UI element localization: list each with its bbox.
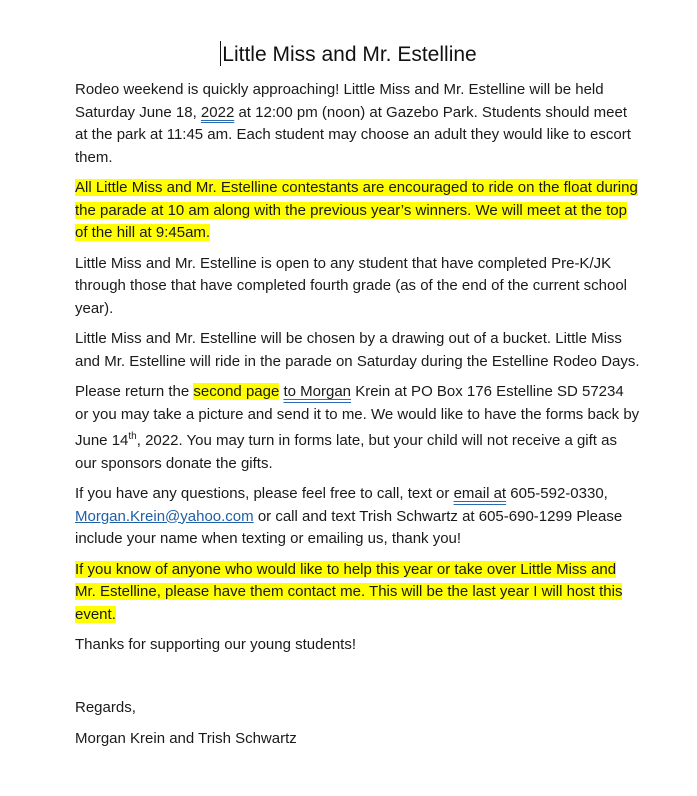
p5-text-d: , 2022. You may turn in forms late, but your child will not receive a gift as our sponsors donate the gifts.: [75, 432, 617, 472]
paragraph-contact: [75, 483, 640, 551]
email-link[interactable]: Morgan.Krein@yahoo.com: [75, 507, 254, 525]
p5-text-a: Please return the: [75, 383, 194, 400]
document-body: [75, 79, 640, 759]
p5-highlight: second page: [193, 383, 280, 400]
p5-sup: th: [128, 431, 137, 442]
document-title: [0, 40, 697, 70]
p1-text-b: at 12:00 pm (noon) at Gazebo Park. Students should meet at the park at 11:45 am. Each student may choose an adult they would like to escort them.: [75, 103, 631, 166]
p7-highlighted-text: If you know of anyone who would like to help this year or take over Little Miss and Mr. Estelline, please have them contact me. This will be the last year I will host this event.: [75, 560, 623, 623]
p2-highlighted-text: All Little Miss and Mr. Estelline contestants are encouraged to ride on the float during the parade at 10 am along with the previous year’s winners. We will meet at the top of the hill at 9:45am.: [75, 179, 638, 241]
paragraph-event-details: [75, 79, 640, 169]
p6-text-c: or call and text Trish Schwartz at 605-690-1299 Please include your name when texting or emailing us, thank you!: [75, 507, 623, 547]
p6-email-at: email at: [453, 485, 507, 502]
paragraph-return-forms: [75, 381, 640, 475]
title-text: Little Miss and Mr. Estelline: [222, 43, 477, 66]
p5-to-morgan: to Morgan: [283, 383, 352, 400]
closing: Regards,: [75, 698, 136, 716]
blank-line: [75, 665, 640, 697]
paragraph-thanks: Thanks for supporting our young students!: [75, 636, 357, 653]
paragraph-float: [75, 177, 640, 245]
p6-text-b: 605-592-0330,: [506, 485, 608, 502]
paragraph-eligibility: Little Miss and Mr. Estelline is open to any student that have completed Pre-K/JK through those that have completed fourth grade (as of the end of the current school year).: [75, 254, 628, 317]
paragraph-help: [75, 559, 640, 627]
p1-year: 2022: [200, 103, 235, 121]
p1-text-a: Rodeo weekend is quickly approaching! Little Miss and Mr. Estelline will be held Saturday June 18,: [75, 81, 604, 121]
p6-text-a: If you have any questions, please feel free to call, text or: [75, 485, 454, 502]
paragraph-selection: Little Miss and Mr. Estelline will be chosen by a drawing out of a bucket. Little Miss and Mr. Estelline will ride in the parade on Saturday during the Estelline Rodeo Days.: [75, 330, 640, 370]
p5-text-c: Krein at PO Box 176 Estelline SD 57234 or you may take a picture and send it to me. We would like to have the forms back by June 14: [75, 383, 640, 449]
signature: Morgan Krein and Trish Schwartz: [75, 730, 297, 747]
